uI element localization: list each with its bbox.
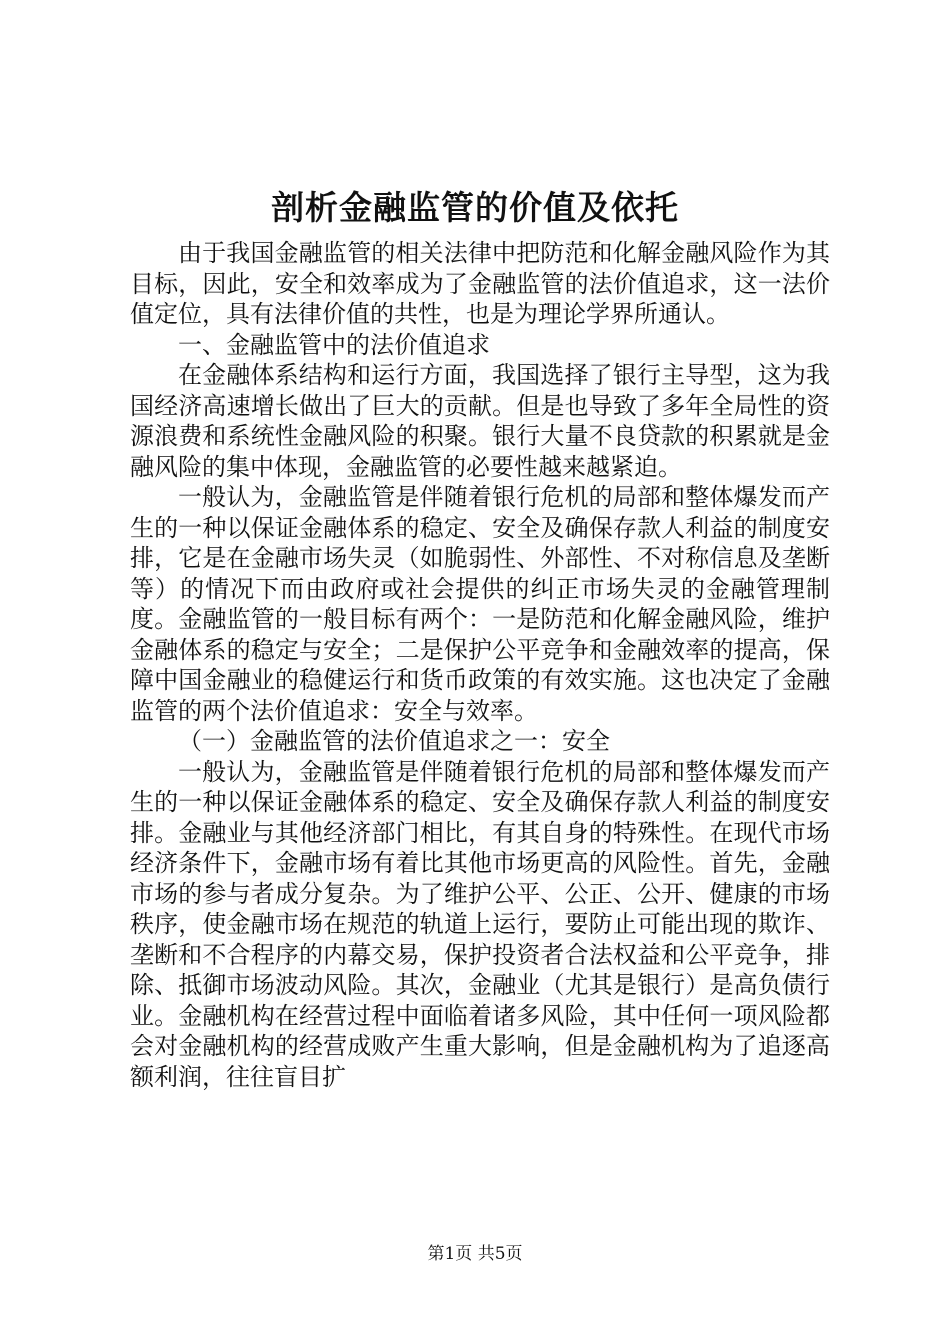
section-heading-1: 一、金融监管中的法价值追求 — [178, 330, 490, 359]
subsection-heading-1: （一）金融监管的法价值追求之一：安全 — [178, 727, 610, 755]
document-body — [130, 238, 830, 1092]
document-title: 剖析金融监管的价值及依托 — [271, 188, 679, 227]
paragraph-general-view: 一般认为，金融监管是伴随着银行危机的局部和整体爆发而产生的一种以保证金融体系的稳定、安全及确保存款人利益的制度安排，它是在金融市场失灵（如脆弱性、外部性、不对称信息及垄断等）的情况下而由政府或社会提供的纠正市场失灵的金融管理制度。金融监管的一般目标有两个：一是防范和化解金融风险，维护金融体系的稳定与安全；二是保护公平竞争和金融效率的提高，保障中国金融业的稳健运行和货币政策的有效实施。这也决定了金融监管的两个法价值追求：安全与效率。 — [130, 483, 830, 725]
paragraph-intro: 由于我国金融监管的相关法律中把防范和化解金融风险作为其目标，因此，安全和效率成为了金融监管的法价值追求，这一法价值定位，具有法律价值的共性，也是为理论学界所通认。 — [130, 239, 830, 328]
paragraph-safety: 一般认为，金融监管是伴随着银行危机的局部和整体爆发而产生的一种以保证金融体系的稳定、安全及确保存款人利益的制度安排。金融业与其他经济部门相比，有其自身的特殊性。在现代市场经济条件下，金融市场有着比其他市场更高的风险性。首先，金融市场的参与者成分复杂。为了维护公平、公正、公开、健康的市场秩序，使金融市场在规范的轨道上运行，要防止可能出现的欺诈、垄断和不合程序的内幕交易，保护投资者合法权益和公平竞争，排除、抵御市场波动风险。其次，金融业（尤其是银行）是高负债行业。金融机构在经营过程中面临着诸多风险，其中任何一项风险都会对金融机构的经营成败产生重大影响，但是金融机构为了追逐高额利润，往往盲目扩 — [130, 757, 830, 1091]
paragraph-structure: 在金融体系结构和运行方面，我国选择了银行主导型，这为我国经济高速增长做出了巨大的贡献。但是也导致了多年全局性的资源浪费和系统性金融风险的积聚。银行大量不良贷款的积累就是金融风险的集中体现，金融监管的必要性越来越紧迫。 — [130, 361, 830, 481]
page-footer: 第1页 共5页 — [427, 1244, 523, 1264]
